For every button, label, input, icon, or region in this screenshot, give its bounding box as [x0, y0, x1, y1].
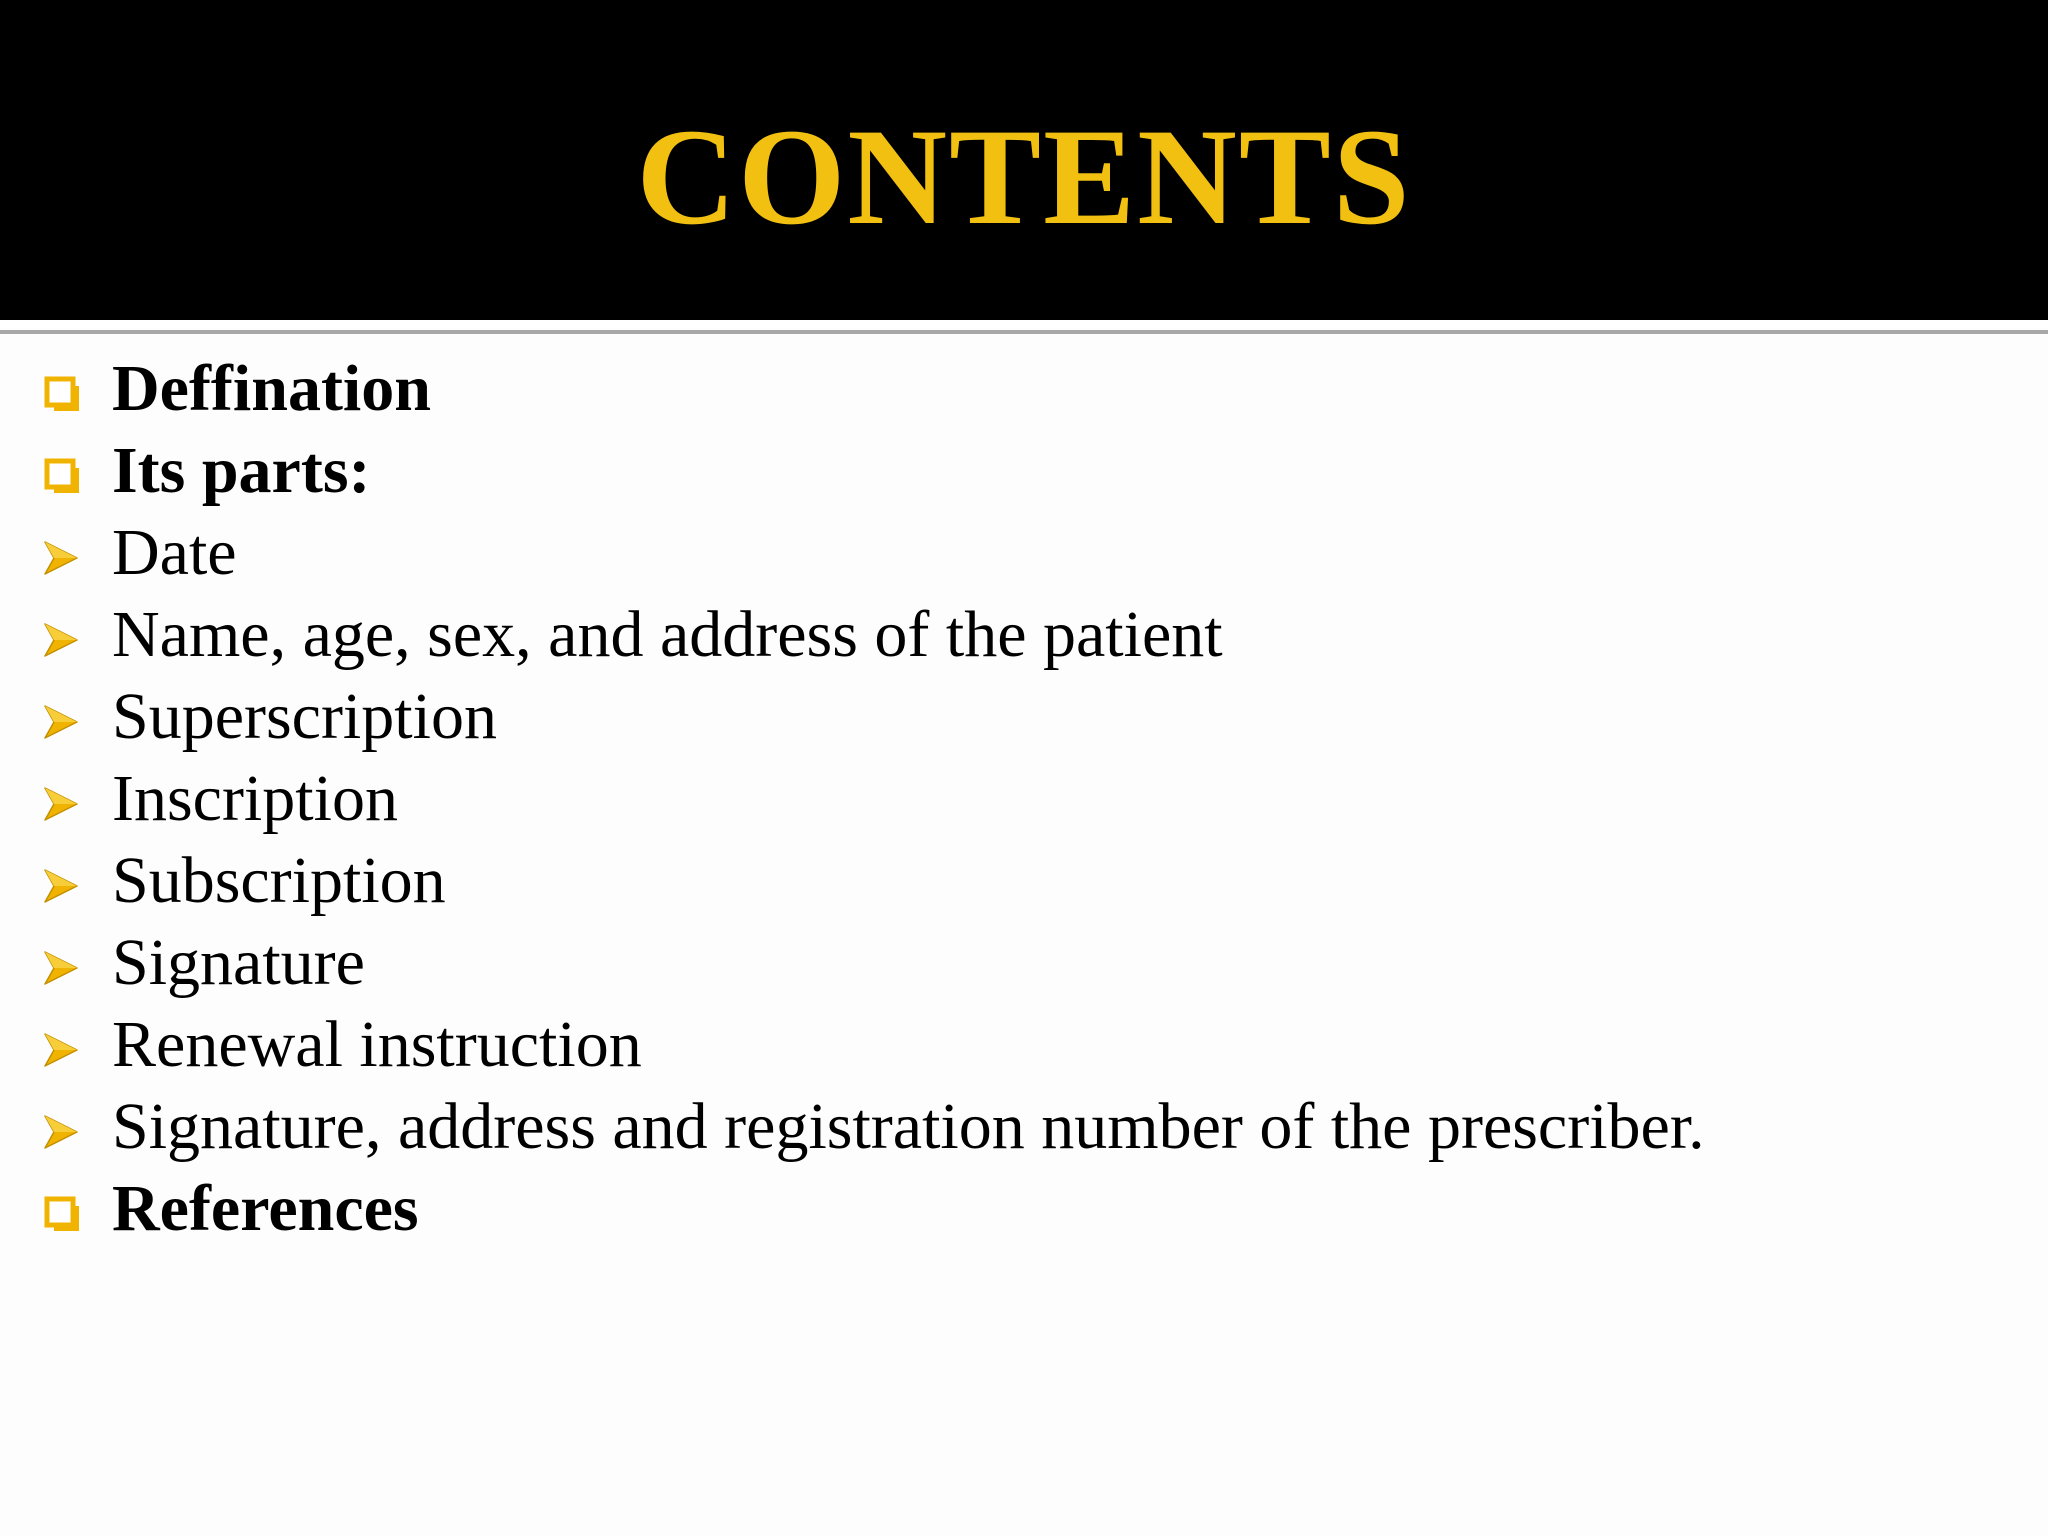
list-item-references [0, 1168, 2048, 1250]
list-item-text: Subscription [112, 844, 446, 917]
arrow-bullet-icon [42, 866, 80, 906]
list-item-text: References [112, 1172, 419, 1245]
list-item-superscription [0, 676, 2048, 758]
square-bullet-icon [44, 1196, 82, 1234]
header-divider-shadow [0, 330, 2048, 334]
arrow-bullet-icon [42, 1112, 80, 1152]
list-item-subscription [0, 840, 2048, 922]
list-item-text: Superscription [112, 680, 497, 753]
list-item-deffination [0, 348, 2048, 430]
list-item-text: Signature, address and registration number of the prescriber. [112, 1090, 1705, 1163]
list-item-date [0, 512, 2048, 594]
arrow-bullet-icon [42, 1030, 80, 1070]
arrow-bullet-icon [42, 702, 80, 742]
list-item-text: Renewal instruction [112, 1008, 642, 1081]
list-item-inscription [0, 758, 2048, 840]
list-item-prescriber-details [0, 1086, 2048, 1168]
list-item-its-parts [0, 430, 2048, 512]
list-item-signature [0, 922, 2048, 1004]
list-item-patient-details [0, 594, 2048, 676]
header-divider [0, 320, 2048, 328]
arrow-bullet-icon [42, 538, 80, 578]
arrow-bullet-icon [42, 620, 80, 660]
slide-title: CONTENTS [636, 100, 1412, 253]
square-bullet-icon [44, 458, 82, 496]
header-band [0, 0, 2048, 320]
arrow-bullet-icon [42, 784, 80, 824]
list-item-text: Deffination [112, 352, 431, 425]
contents-list [0, 348, 2048, 1250]
list-item-text: Name, age, sex, and address of the patient [112, 598, 1223, 671]
list-item-renewal-instruction [0, 1004, 2048, 1086]
square-bullet-icon [44, 376, 82, 414]
list-item-text: Date [112, 516, 237, 589]
arrow-bullet-icon [42, 948, 80, 988]
list-item-text: Inscription [112, 762, 398, 835]
list-item-text: Its parts: [112, 434, 371, 507]
list-item-text: Signature [112, 926, 365, 999]
